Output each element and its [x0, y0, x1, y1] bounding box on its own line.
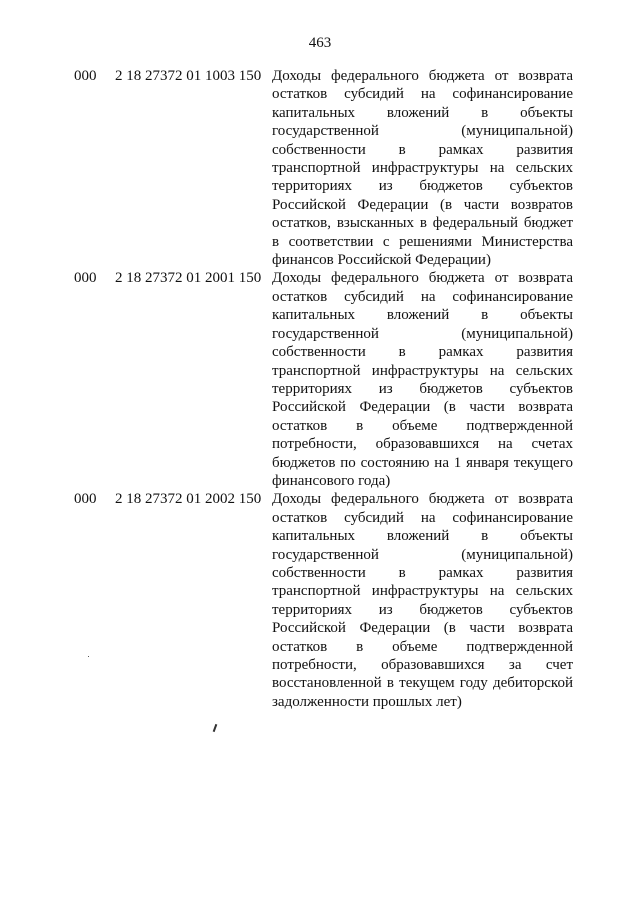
admin-code: 000 — [74, 68, 97, 84]
description-line: государственной (муниципальной) — [272, 325, 573, 342]
description-line: задолженности прошлых лет) — [272, 693, 462, 710]
description-line: потребности, образовавшихся на счетах — [272, 436, 573, 453]
page-number: 463 — [308, 35, 332, 51]
description-line: территориях из бюджетов субъектов — [272, 178, 573, 195]
description-line: капитальных вложений в объекты — [272, 104, 573, 121]
description-line: потребности, образовавшихся за счет — [272, 657, 573, 673]
description-line: финансов Российской Федерации) — [272, 252, 491, 269]
admin-code: 000 — [74, 270, 97, 287]
description-line: остатков субсидий на софинансирование — [272, 509, 573, 526]
description-line: бюджетов по состоянию на 1 января текущего — [272, 454, 573, 471]
description-line: Доходы федерального бюджета от возврата — [272, 491, 573, 508]
description-line: собственности в рамках развития — [272, 564, 573, 581]
description-line: Российской Федерации (в части возвратов — [272, 196, 573, 213]
description-line: остатков в объеме подтвержденной — [272, 638, 573, 655]
description-line: остатков, взысканных в федеральный бюджет — [272, 215, 573, 232]
description-line: транспортной инфраструктуры на сельских — [272, 583, 573, 600]
description-line: финансового года) — [272, 472, 391, 489]
income-description — [272, 269, 573, 490]
description-line: государственной (муниципальной) — [272, 546, 573, 563]
income-entries — [0, 67, 640, 711]
description-line: собственности в рамках развития — [272, 141, 573, 158]
description-line: восстановленной в текущем году дебиторской — [272, 675, 573, 692]
description-line: Российской Федерации (в части возврата — [272, 620, 573, 637]
income-entry-1 — [0, 67, 640, 269]
income-description — [272, 67, 573, 269]
description-line: в соответствии с решениями Министерства — [272, 233, 573, 250]
income-entry-3 — [0, 490, 640, 711]
description-line: остатков в объеме подтвержденной — [272, 417, 573, 434]
description-line: Российской Федерации (в части возврата — [272, 399, 573, 416]
description-line: собственности в рамках развития — [272, 344, 573, 361]
admin-code: 000 — [74, 491, 97, 508]
income-entry-2 — [0, 269, 640, 490]
description-line: Доходы федерального бюджета от возврата — [272, 270, 573, 287]
scan-mark — [213, 724, 218, 732]
description-line: государственной (муниципальной) — [272, 123, 573, 140]
description-line: территориях из бюджетов субъектов — [272, 380, 573, 397]
description-line: Доходы федерального бюджета от возврата — [272, 68, 573, 84]
income-description — [272, 490, 573, 711]
description-line: территориях из бюджетов субъектов — [272, 601, 573, 618]
income-code: 2 18 27372 01 2002 150 — [115, 491, 262, 508]
description-line: капитальных вложений в объекты — [272, 528, 573, 545]
description-line: капитальных вложений в объекты — [272, 307, 573, 324]
description-line: остатков субсидий на софинансирование — [272, 288, 573, 305]
description-line: остатков субсидий на софинансирование — [272, 86, 573, 103]
description-line: транспортной инфраструктуры на сельских — [272, 160, 573, 177]
income-code: 2 18 27372 01 1003 150 — [115, 68, 262, 84]
description-line: транспортной инфраструктуры на сельских — [272, 362, 573, 379]
scan-speck — [88, 656, 89, 657]
income-code: 2 18 27372 01 2001 150 — [115, 270, 262, 287]
